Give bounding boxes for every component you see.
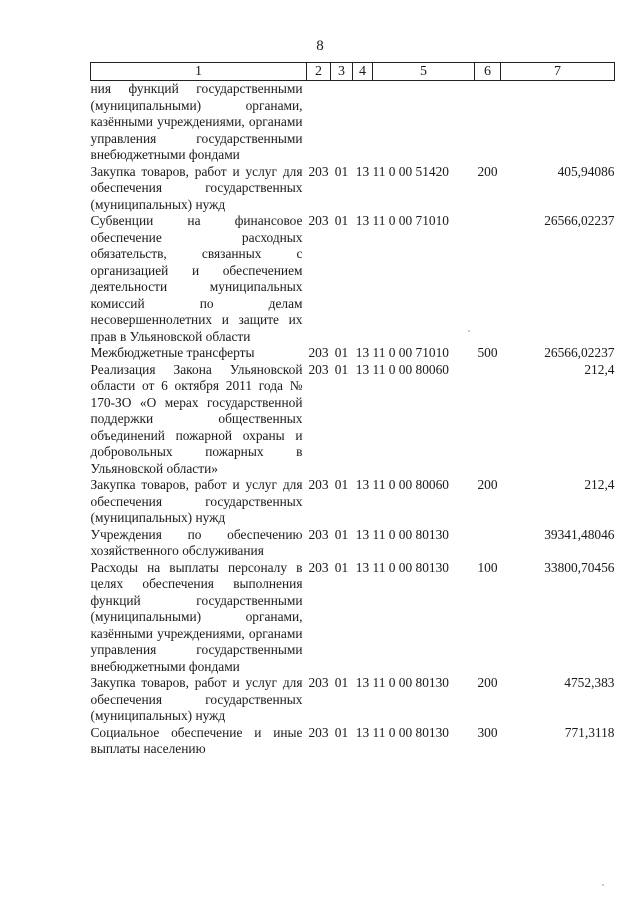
row-expense-type: 300 (477, 724, 498, 740)
row-amount: 405,94086 (557, 163, 615, 179)
row-name: Закупка товаров, работ и услуг для обеспечения государственных (муниципальных) нужд (90, 675, 303, 723)
row-subsection: 13 (355, 559, 370, 575)
row-subsection: 13 (355, 361, 370, 377)
row-section: 01 (334, 559, 349, 575)
row-target-article: 11 0 00 80060 (372, 477, 449, 492)
scan-speck (602, 884, 604, 886)
row-name: Закупка товаров, работ и услуг для обеспечения государственных (муниципальных) нужд (90, 163, 303, 212)
row-amount: 33800,70456 (544, 559, 615, 575)
row-grbs: 203 (308, 213, 329, 228)
row-expense-type (475, 362, 501, 478)
row-expense-type: 200 (477, 477, 498, 492)
table-row (91, 725, 615, 758)
row-grbs: 203 (308, 163, 329, 179)
row-subsection: 13 (355, 477, 370, 492)
row-target-article (373, 81, 475, 164)
header-col-1: 1 (91, 63, 307, 81)
header-col-4: 4 (353, 63, 373, 81)
row-grbs: 203 (308, 526, 329, 542)
row-subsection: 13 (355, 213, 370, 228)
row-name: Реализация Закона Ульяновской области от 6 октября 2011 года № 170-ЗО «О мерах государственной поддержки общественных объединений пожарной охраны и добровольных пожарных в Ульяновской области» (90, 361, 303, 476)
row-subsection: 13 (355, 526, 370, 542)
row-expense-type: 500 (477, 345, 498, 360)
row-name: Учреждения по обеспечению хозяйственного обслуживания (90, 526, 303, 558)
row-name: Межбюджетные трансферты (90, 345, 255, 360)
row-grbs: 203 (308, 477, 329, 492)
row-name: ния функций государственными (муниципальными) органами, казёнными учреждениями, органами управления государственными внебюджетными фондами (90, 81, 303, 162)
table-row (91, 477, 615, 527)
row-expense-type: 200 (477, 675, 498, 690)
scan-speck (468, 330, 470, 332)
row-grbs (307, 81, 331, 164)
row-subsection: 13 (355, 724, 370, 740)
row-subsection: 13 (355, 345, 370, 360)
row-section: 01 (334, 163, 349, 179)
row-target-article: 11 0 00 80060 (372, 361, 449, 377)
row-target-article: 11 0 00 71010 (372, 213, 449, 228)
row-expense-type (475, 213, 501, 345)
row-target-article: 11 0 00 80130 (372, 675, 449, 690)
header-col-2: 2 (307, 63, 331, 81)
row-target-article: 11 0 00 80130 (372, 559, 449, 575)
row-amount: 26566,02237 (544, 345, 615, 360)
row-grbs: 203 (308, 559, 329, 575)
table-row (91, 213, 615, 345)
row-amount: 39341,48046 (544, 526, 615, 542)
row-amount: 771,3118 (564, 724, 615, 740)
row-section (331, 81, 353, 164)
row-section: 01 (334, 675, 349, 690)
row-subsection: 13 (355, 163, 370, 179)
table-row (91, 81, 615, 164)
header-col-7: 7 (501, 63, 615, 81)
header-col-3: 3 (331, 63, 353, 81)
row-name: Закупка товаров, работ и услуг для обеспечения государственных (муниципальных) нужд (90, 477, 303, 525)
row-subsection: 13 (355, 675, 370, 690)
table-row (91, 164, 615, 214)
row-amount: 212,4 (584, 477, 615, 492)
row-expense-type (475, 527, 501, 560)
row-section: 01 (334, 526, 349, 542)
header-col-6: 6 (475, 63, 501, 81)
row-amount: 4752,383 (564, 675, 615, 690)
row-expense-type (475, 81, 501, 164)
row-expense-type: 100 (477, 559, 498, 575)
table-row (91, 560, 615, 676)
table-row (91, 527, 615, 560)
row-target-article: 11 0 00 71010 (372, 345, 449, 360)
row-section: 01 (334, 345, 349, 360)
row-amount (501, 81, 615, 164)
row-grbs: 203 (308, 724, 329, 740)
row-section: 01 (334, 477, 349, 492)
budget-table (90, 62, 615, 758)
row-grbs: 203 (308, 345, 329, 360)
header-row (91, 63, 615, 81)
row-target-article: 11 0 00 80130 (372, 724, 449, 740)
header-col-5: 5 (373, 63, 475, 81)
table-row (91, 345, 615, 362)
row-section: 01 (334, 213, 349, 228)
row-grbs: 203 (308, 675, 329, 690)
row-name: Социальное обеспечение и иные выплаты населению (90, 724, 303, 756)
row-expense-type: 200 (477, 163, 498, 179)
row-amount: 26566,02237 (544, 213, 615, 228)
row-section: 01 (334, 361, 349, 377)
page-number: 8 (316, 38, 324, 54)
row-target-article: 11 0 00 51420 (372, 163, 449, 179)
row-subsection (353, 81, 373, 164)
row-section: 01 (334, 724, 349, 740)
row-name: Расходы на выплаты персоналу в целях обеспечения выполнения функций государственными (муниципальными) органами, казёнными учреждениями, органами управления государственными внебюджетными фондами (90, 559, 303, 674)
row-grbs: 203 (308, 361, 329, 377)
table-row (91, 362, 615, 478)
row-target-article: 11 0 00 80130 (372, 526, 449, 542)
row-amount: 212,4 (584, 361, 615, 377)
table-row (91, 675, 615, 725)
row-name: Субвенции на финансовое обеспечение расходных обязательств, связанных с организацией и обеспечением деятельности муниципальных комиссий по делам несовершеннолетних и защите их прав в Ульяновской области (90, 213, 303, 344)
